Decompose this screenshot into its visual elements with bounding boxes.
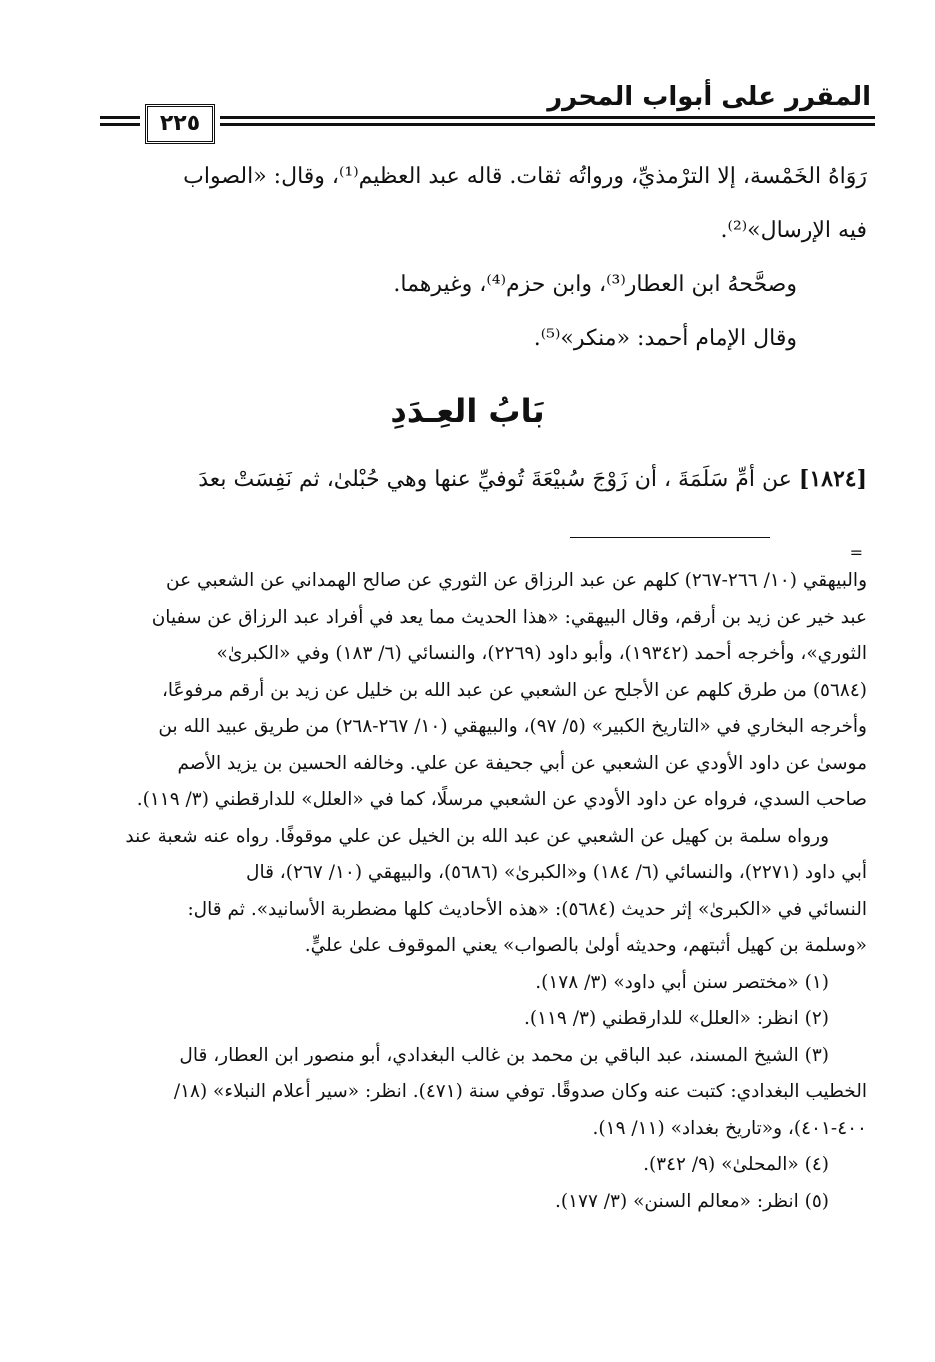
main-line: رَوَاهُ الخَمْسة، إلا الترْمذيِّ، ورواتُه ثقات. قاله عبد العظيم⁽¹⁾، وقال: «الصواب <box>183 164 867 189</box>
note-line: موسىٰ عن داود الأودي عن الشعبي عن أبي جحيفة عن علي. وخالفه الحسين بن يزيد الأصم <box>177 752 867 774</box>
main-line: وصحَّحهُ ابن العطار⁽³⁾، وابن حزم⁽⁴⁾، وغيرهما. <box>393 272 797 297</box>
footnote-3-line: ٤٠٠-٤٠١)، و«تاريخ بغداد» (١١/ ١٩). <box>592 1117 867 1139</box>
main-text <box>97 150 867 366</box>
header-rule-left-top <box>100 116 140 119</box>
footnote-separator <box>570 537 770 538</box>
footnotes <box>97 563 867 1220</box>
running-title: المقرر على أبواب المحرر <box>547 82 871 112</box>
footnote-3-line: الخطيب البغدادي: كتبت عنه وكان صدوقًا. توفي سنة (٤٧١). انظر: «سير أعلام النبلاء» (١٨/ <box>173 1081 867 1102</box>
header-rule-top <box>220 116 875 119</box>
note-line: (٥٦٨٤) من طرق كلهم عن الأجلح عن الشعبي عن عبد الله بن خليل عن زيد بن أرقم مرفوعًا، <box>161 679 867 701</box>
note-line: صاحب السدي، فرواه عن داود الأودي عن الشعبي مرسلًا، كما في «العلل» للدارقطني (٣/ ١١٩). <box>136 789 867 810</box>
note-line: النسائي في «الكبرىٰ» إثر حديث (٥٦٨٤): «هذه الأحاديث كلها مضطربة الأسانيد». ثم قال: <box>187 898 867 920</box>
hadith-number: [١٨٢٤] <box>798 466 867 492</box>
note-line: الثوري»، وأخرجه أحمد (١٩٣٤٢)، وأبو داود (٢٢٦٩)، والنسائي (٦/ ١٨٣) وفي «الكبرىٰ» <box>216 643 867 664</box>
footnote-1: (١) «مختصر سنن أبي داود» (٣/ ١٧٨). <box>535 971 829 993</box>
hadith-text <box>97 462 867 497</box>
note-line: أبي داود (٢٢٧١)، والنسائي (٦/ ١٨٤) و«الكبرىٰ» (٥٦٨٦)، والبيهقي (١٠/ ٢٦٧)، قال <box>246 862 867 883</box>
hadith-body: عن أمِّ سَلَمَةَ ، أن زَوْجَ سُبيْعَةَ تُوفيِّ عنها وهي حُبْلىٰ، ثم نَفِسَتْ بعدَ <box>198 467 792 492</box>
footnote-5: (٥) انظر: «معالم السنن» (٣/ ١٧٧). <box>554 1190 829 1212</box>
note-line: «وسلمة بن كهيل أثبتهم، وحديثه أولىٰ بالصواب» يعني الموقوف علىٰ عليٍّ. <box>304 935 867 956</box>
note-line: وأخرجه البخاري في «التاريخ الكبير» (٥/ ٩٧)، والبيهقي (١٠/ ٢٦٧-٢٦٨) من طريق عبيد الله بن <box>158 716 867 737</box>
footnote-4: (٤) «المحلىٰ» (٩/ ٣٤٢). <box>643 1154 829 1175</box>
header-rule-bottom <box>220 123 875 126</box>
main-line: فيه الإرسال»⁽²⁾. <box>720 218 867 243</box>
header-rule-left-bottom <box>100 123 140 126</box>
footnote-3: (٣) الشيخ المسند، عبد الباقي بن محمد بن غالب البغدادي، أبو منصور ابن العطار، قال <box>179 1044 829 1066</box>
note-line: والبيهقي (١٠/ ٢٦٦-٢٦٧) كلهم عن عبد الرزاق عن الثوري عن صالح الهمداني عن الشعبي عن <box>166 570 867 591</box>
main-line: وقال الإمام أحمد: «منكر»⁽⁵⁾. <box>533 326 797 351</box>
continuation-mark: = <box>849 543 863 562</box>
note-line: عبد خير عن زيد بن أرقم، وقال البيهقي: «هذا الحديث مما يعد في أفراد عبد الرزاق عن سفيان <box>151 606 867 628</box>
note-line: ورواه سلمة بن كهيل عن الشعبي عن عبد الله بن الخيل عن علي موقوفًا. رواه عنه شعبة عند <box>125 825 829 847</box>
page-number: ٢٢٥ <box>145 104 215 144</box>
footnote-2: (٢) انظر: «العلل» للدارقطني (٣/ ١١٩). <box>523 1008 829 1029</box>
chapter-title: بَابُ العِـدَدِ <box>390 392 545 430</box>
